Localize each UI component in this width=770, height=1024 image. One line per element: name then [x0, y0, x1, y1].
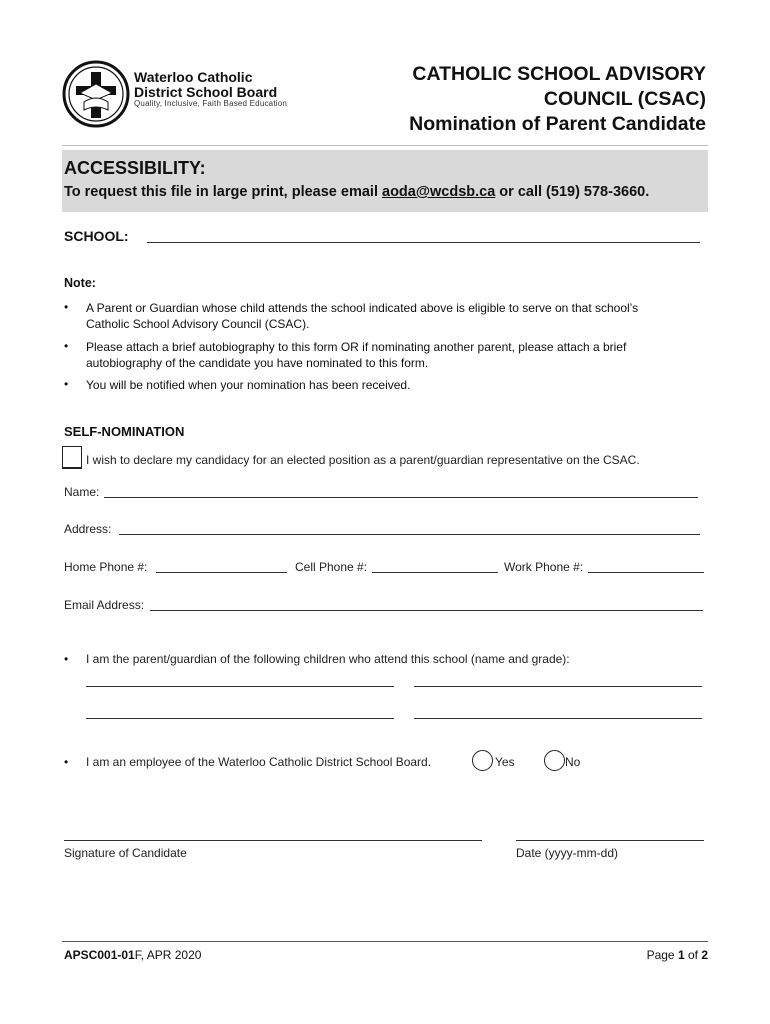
accessibility-text-before: To request this file in large print, please email — [64, 184, 383, 200]
bullet-icon: • — [64, 339, 69, 353]
note-item-1 — [86, 300, 638, 332]
date-label: Date (yyyy-mm-dd) — [516, 846, 619, 860]
school-label: SCHOOL: — [64, 228, 129, 244]
email-input[interactable] — [150, 610, 703, 611]
page-prefix: Page — [646, 948, 678, 962]
cell-phone-label: Cell Phone #: — [295, 560, 368, 574]
header-divider — [62, 145, 708, 146]
declare-text: I wish to declare my candidacy for an elected position as a parent/guardian representative on the CSAC. — [86, 453, 640, 467]
title-line3: Nomination of Parent Candidate — [409, 113, 706, 135]
note-item-2 — [86, 339, 626, 371]
bullet-icon: • — [64, 377, 69, 391]
note-item-1-line2: Catholic School Advisory Council (CSAC). — [86, 317, 310, 331]
bullet-icon: • — [64, 300, 69, 314]
work-phone-label: Work Phone #: — [504, 560, 584, 574]
page-current: 1 — [677, 948, 685, 962]
declare-checkbox[interactable] — [62, 446, 82, 469]
work-phone-input[interactable] — [588, 572, 704, 573]
accessibility-text-after: or call (519) 578-3660. — [495, 184, 650, 200]
accessibility-text — [64, 184, 649, 200]
name-label: Name: — [64, 485, 100, 499]
employee-no-label: No — [565, 755, 581, 769]
form-title — [409, 62, 706, 137]
home-phone-input[interactable] — [156, 572, 287, 573]
child-input-1[interactable] — [86, 686, 394, 687]
logo-tagline: Quality, Inclusive, Faith Based Education — [134, 99, 288, 108]
date-input[interactable] — [516, 840, 704, 841]
signature-input[interactable] — [64, 840, 482, 841]
accessibility-heading: ACCESSIBILITY: — [64, 158, 206, 178]
note-label: Note: — [64, 276, 96, 290]
home-phone-label: Home Phone #: — [64, 560, 148, 574]
title-line2: COUNCIL (CSAC) — [543, 88, 706, 110]
employee-yes-label: Yes — [495, 755, 515, 769]
wcdsb-crest-icon — [62, 60, 130, 128]
title-line1: CATHOLIC SCHOOL ADVISORY — [412, 63, 706, 85]
child-input-4[interactable] — [414, 718, 702, 719]
email-label: Email Address: — [64, 598, 145, 612]
note-item-2-line1: Please attach a brief autobiography to this form OR if nominating another parent, please attach a brief — [86, 340, 627, 354]
form-code-rest: F, APR 2020 — [134, 948, 202, 962]
note-item-2-line2: autobiography of the candidate you have nominated to this form. — [86, 356, 429, 370]
address-label: Address: — [64, 522, 112, 536]
employee-text: I am an employee of the Waterloo Catholic District School Board. — [86, 755, 432, 769]
employee-yes-radio[interactable] — [472, 750, 493, 771]
logo-line1: Waterloo Catholic — [134, 69, 253, 85]
form-code — [64, 948, 201, 962]
address-input[interactable] — [119, 534, 700, 535]
page-total: 2 — [701, 948, 708, 962]
signature-label: Signature of Candidate — [64, 846, 187, 860]
self-nomination-heading: SELF-NOMINATION — [64, 424, 185, 439]
note-item-3-line1: You will be notified when your nomination has been received. — [86, 378, 411, 392]
bullet-icon: • — [64, 755, 69, 769]
cell-phone-input[interactable] — [372, 572, 498, 573]
logo-line2: District School Board — [134, 84, 278, 100]
children-text: I am the parent/guardian of the following children who attend this school (name and grade): — [86, 652, 570, 666]
bullet-icon: • — [64, 652, 69, 666]
employee-no-radio[interactable] — [544, 750, 565, 771]
child-input-2[interactable] — [414, 686, 702, 687]
page-number — [647, 948, 708, 962]
name-input[interactable] — [104, 497, 698, 498]
form-code-bold: APSC001-01 — [64, 948, 135, 962]
accessibility-email-link[interactable]: aoda@wcdsb.ca — [382, 184, 496, 200]
school-input[interactable] — [147, 242, 700, 243]
note-item-1-line1: A Parent or Guardian whose child attends the school indicated above is eligible to serve on that school’s — [86, 301, 639, 315]
note-item-3 — [86, 377, 410, 393]
page-mid: of — [684, 948, 702, 962]
footer-divider — [62, 941, 708, 942]
child-input-3[interactable] — [86, 718, 394, 719]
